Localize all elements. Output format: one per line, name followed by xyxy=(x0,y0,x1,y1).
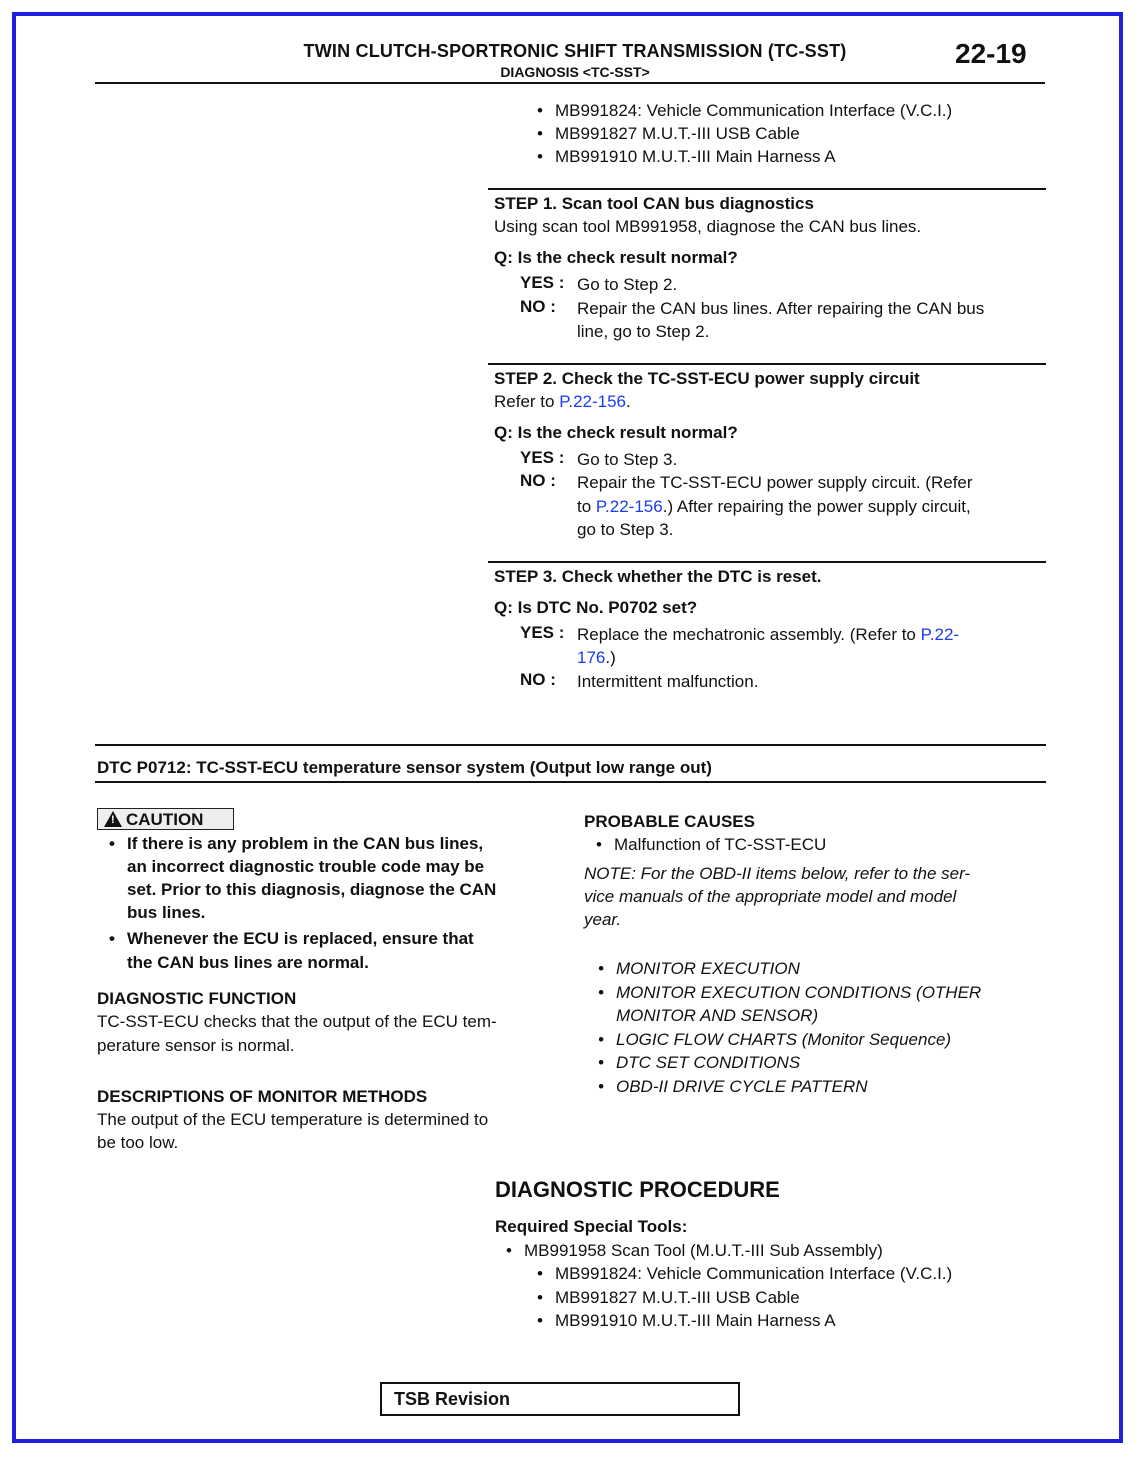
page-link[interactable]: P.22- xyxy=(920,625,960,644)
monitor-methods-title: DESCRIPTIONS OF MONITOR METHODS xyxy=(97,1087,428,1106)
step2-refer xyxy=(494,390,631,414)
tool-item: • MB991910 M.U.T.-III Main Harness A xyxy=(555,1309,836,1333)
tool-item: • MB991824: Vehicle Communication Interface (V.C.I.) xyxy=(555,99,952,123)
step2-no-text: Repair the TC-SST-ECU power supply circuit. (Refer xyxy=(577,473,973,492)
step3-yes-text xyxy=(577,623,959,647)
note-text: vice manuals of the appropriate model and model xyxy=(584,887,957,906)
manual-title: TWIN CLUTCH-SPORTRONIC SHIFT TRANSMISSION (TC-SST) xyxy=(303,41,847,61)
step3-no-text: Intermittent malfunction. xyxy=(577,672,759,691)
step3-title: STEP 3. Check whether the DTC is reset. xyxy=(494,567,822,586)
step2-title: STEP 2. Check the TC-SST-ECU power supply circuit xyxy=(494,369,920,388)
page-link[interactable]: P.22-156 xyxy=(559,392,627,411)
diagnostic-procedure-title: DIAGNOSTIC PROCEDURE xyxy=(495,1177,780,1202)
step2-no-text xyxy=(577,495,971,519)
dtc-title: DTC P0712: TC-SST-ECU temperature sensor system (Output low range out) xyxy=(97,758,712,777)
refer-suffix: . xyxy=(626,392,631,411)
manual-subtitle: DIAGNOSIS <TC-SST> xyxy=(500,64,650,80)
step2-yes-text: Go to Step 3. xyxy=(577,450,678,469)
step1-question: Q: Is the check result normal? xyxy=(494,248,738,267)
step2-no-text: go to Step 3. xyxy=(577,520,674,539)
caution-label: CAUTION xyxy=(126,810,204,829)
note-text: year. xyxy=(584,910,622,929)
no-suffix: .) After repairing the power supply circuit, xyxy=(662,497,971,516)
step3-no-label: NO : xyxy=(520,670,556,689)
diagnostic-function-text: perature sensor is normal. xyxy=(97,1036,295,1055)
monitor-methods-text: The output of the ECU temperature is determined to xyxy=(97,1110,489,1129)
yes-suffix: .) xyxy=(605,648,616,667)
yes-prefix: Replace the mechatronic assembly. (Refer to xyxy=(577,625,921,644)
caution-text: • Whenever the ECU is replaced, ensure that xyxy=(127,927,474,951)
probable-cause-item: • Malfunction of TC-SST-ECU xyxy=(614,833,826,857)
tool-item: • MB991827 M.U.T.-III USB Cable xyxy=(555,1286,800,1310)
refer-prefix: Refer to xyxy=(494,392,560,411)
caution-box xyxy=(97,808,234,830)
required-tools-title: Required Special Tools: xyxy=(495,1217,688,1236)
step3-yes-text xyxy=(577,646,616,670)
step2-yes-label: YES : xyxy=(520,448,565,467)
diagnostic-function-title: DIAGNOSTIC FUNCTION xyxy=(97,989,297,1008)
step1-text: Using scan tool MB991958, diagnose the CAN bus lines. xyxy=(494,217,922,236)
step2-question: Q: Is the check result normal? xyxy=(494,423,738,442)
page-link[interactable]: 176 xyxy=(577,648,606,667)
obd-item: • LOGIC FLOW CHARTS (Monitor Sequence) xyxy=(616,1028,951,1052)
page-link[interactable]: P.22-156 xyxy=(595,497,663,516)
page-number: 22-19 xyxy=(955,38,1027,69)
step1-title: STEP 1. Scan tool CAN bus diagnostics xyxy=(494,194,814,213)
step1-yes-text: Go to Step 2. xyxy=(577,275,678,294)
dtc-rule-bottom xyxy=(95,781,1046,783)
header-rule xyxy=(95,82,1045,84)
diagnostic-function-text: TC-SST-ECU checks that the output of the ECU tem- xyxy=(97,1012,497,1031)
step-rule xyxy=(488,561,1046,563)
tsb-revision-box: TSB Revision xyxy=(380,1382,740,1416)
step1-no-text: Repair the CAN bus lines. After repairing the CAN bus xyxy=(577,299,985,318)
monitor-methods-text: be too low. xyxy=(97,1133,179,1152)
tool-item: • MB991827 M.U.T.-III USB Cable xyxy=(555,122,800,146)
dtc-rule-top xyxy=(95,744,1046,746)
step1-no-text: line, go to Step 2. xyxy=(577,322,710,341)
caution-text: bus lines. xyxy=(127,903,206,922)
note-text: NOTE: For the OBD-II items below, refer to the ser- xyxy=(584,864,971,883)
tool-item: • MB991958 Scan Tool (M.U.T.-III Sub Assembly) xyxy=(524,1239,883,1263)
probable-causes-title: PROBABLE CAUSES xyxy=(584,812,755,831)
tool-item: • MB991824: Vehicle Communication Interface (V.C.I.) xyxy=(555,1262,952,1286)
obd-item: MONITOR AND SENSOR) xyxy=(616,1006,819,1025)
warning-triangle-icon xyxy=(104,811,122,827)
no-prefix: to xyxy=(577,497,596,516)
obd-item: • DTC SET CONDITIONS xyxy=(616,1051,800,1075)
obd-item: • OBD-II DRIVE CYCLE PATTERN xyxy=(616,1075,868,1099)
obd-item: • MONITOR EXECUTION CONDITIONS (OTHER xyxy=(616,981,981,1005)
tool-item: • MB991910 M.U.T.-III Main Harness A xyxy=(555,145,836,169)
caution-text: the CAN bus lines are normal. xyxy=(127,953,369,972)
step-rule xyxy=(488,188,1046,190)
step1-yes-label: YES : xyxy=(520,273,565,292)
step2-no-label: NO : xyxy=(520,471,556,490)
caution-text: set. Prior to this diagnosis, diagnose the CAN xyxy=(127,880,497,899)
caution-text: • If there is any problem in the CAN bus lines, xyxy=(127,832,483,856)
step-rule xyxy=(488,363,1046,365)
step1-no-label: NO : xyxy=(520,297,556,316)
step3-yes-label: YES : xyxy=(520,623,565,642)
caution-text: an incorrect diagnostic trouble code may be xyxy=(127,857,485,876)
obd-item: • MONITOR EXECUTION xyxy=(616,957,800,981)
step3-question: Q: Is DTC No. P0702 set? xyxy=(494,598,698,617)
